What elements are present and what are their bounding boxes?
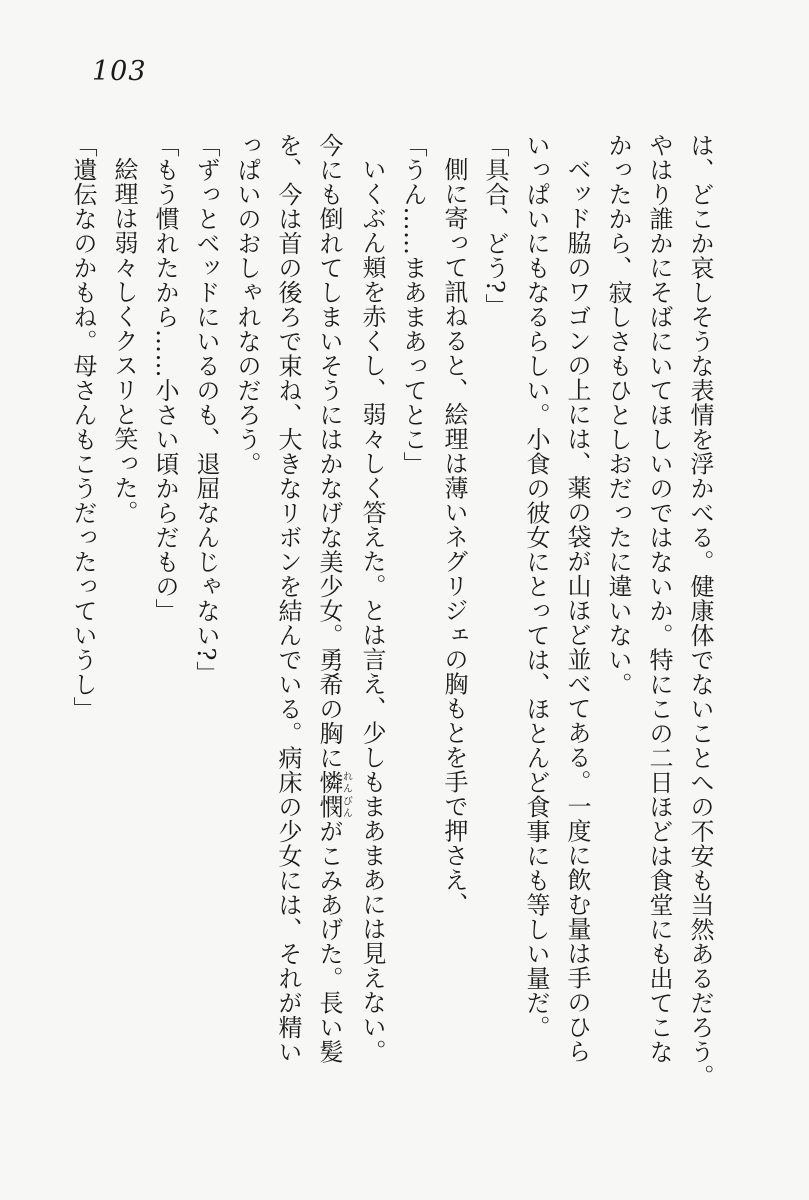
text-line: を、今は首の後ろで束ね、大きなリボンを結んでいる。病床の少女には、それが精い <box>274 133 302 1064</box>
text-line: 今にも倒れてしまいそうにはかなげな美少女。勇希の胸に憐憫れんびんがこみあげた。長い髪 <box>315 133 352 1064</box>
text-line: やはり誰かにそばにいてほしいのではないか。特にこの二日ほどは食堂にも出てこな <box>645 133 673 1064</box>
text-line: いくぶん頬を赤くし、弱々しく答えた。とは言え、少しもまあまあには見えない。 <box>358 157 386 1064</box>
text-line: 側に寄って訊ねると、絵理は薄いネグリジェの胸もとを手で押さえ、 <box>440 157 468 917</box>
text-line: は、どこか哀しそうな表情を浮かべる。健康体でないことへの不安も当然あるだろう。 <box>686 133 714 1089</box>
text-line: っぱいのおしゃれなのだろう。 <box>233 133 261 476</box>
furigana-text: れんびん <box>340 770 352 819</box>
text-line: ベッド脇のワゴンの上には、薬の袋が山ほど並べてある。一度に飲む量は手のひら <box>563 157 591 1064</box>
text-block <box>62 133 720 1091</box>
text-line: 「遺伝なのかもね。母さんもこうだったっていうし」 <box>69 133 97 721</box>
text-line: 「ずっとベッドにいるのも、退屈なんじゃない?」 <box>192 133 220 686</box>
text-line: いっぱいにもなるらしい。小食の彼女にとっては、ほとんど食事にも等しい量だ。 <box>522 133 550 1040</box>
page-number: 103 <box>92 56 147 87</box>
text-line: 「もう慣れたから……小さい頃からだもの」 <box>151 133 179 623</box>
furigana-ruby: 憐憫れんびん <box>315 770 352 819</box>
text-line: 「うん……まあまあってとこ」 <box>399 133 427 476</box>
text-line: 「具合、どう?」 <box>481 133 509 318</box>
text-line: 絵理は弱々しくクスリと笑った。 <box>110 157 138 525</box>
text-line: かったから、寂しさもひとしおだったに違いない。 <box>604 133 632 697</box>
